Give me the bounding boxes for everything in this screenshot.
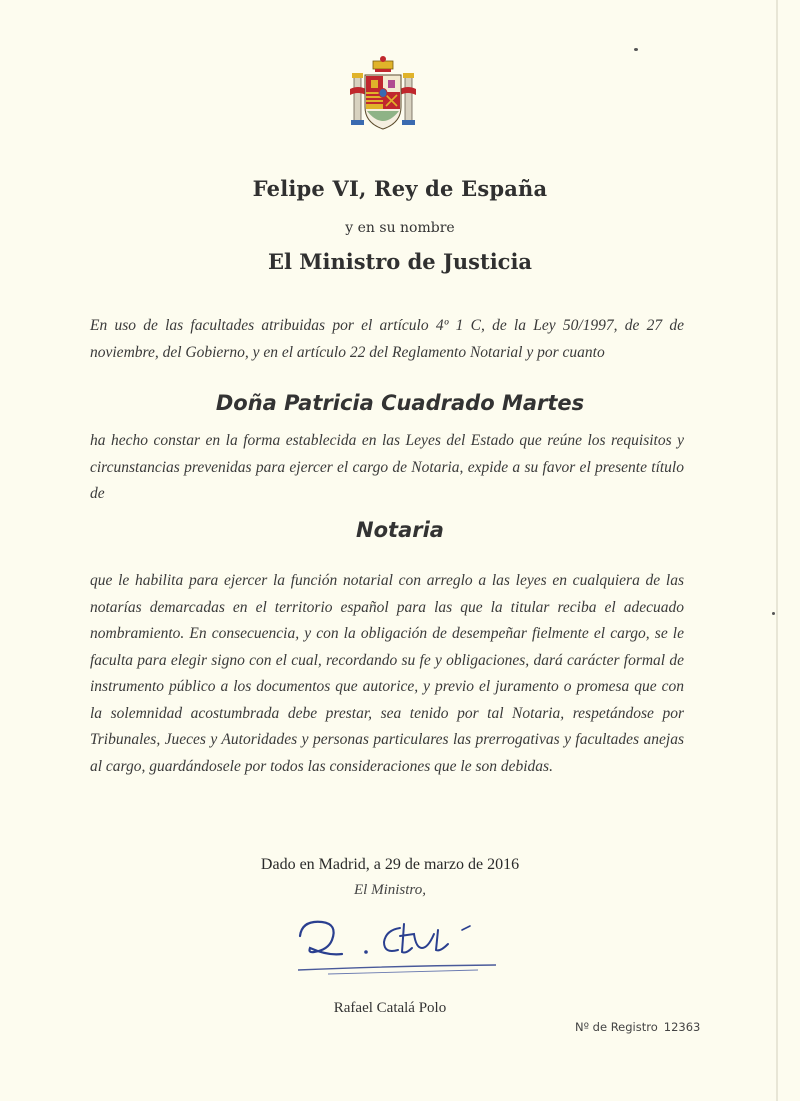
signer-name: Rafael Catalá Polo [333,1000,447,1016]
registration-number [575,1020,735,1034]
signature-icon [288,908,508,988]
minister-label: El Ministro, [354,882,426,898]
heading-king: Felipe VI, Rey de España [252,176,548,201]
heading-minister: El Ministro de Justicia [267,249,533,274]
coat-of-arms-icon [348,55,418,133]
holder-name: Doña Patricia Cuadrado Martes [215,391,585,415]
registration-label: Nº de Registro [575,1020,658,1034]
paper-speck [634,48,638,51]
requirements-paragraph: ha hecho constar en la forma establecida en las Leyes del Estado que reúne los requisitos y circunstancias prevenidas para ejercer el cargo de Notaria, expide a su favor el presente título de [90,432,684,502]
preamble-paragraph: En uso de las facultades atribuidas por el artículo 4º 1 C, de la Ley 50/1997, de 27 de noviembre, del Gobierno, y en el artículo 22 del Reglamento Notarial y por cuanto [90,317,684,361]
authorization-paragraph: que le habilita para ejercer la función notarial con arreglo a las leyes en cualquiera de las notarías demarcadas en el territorio español para las que la titular reciba el adecuado nombramiento. En consecuencia, y con la obligación de desempeñar fielmente el cargo, se le faculta para elegir signo con el cual, recordando su fe y obligaciones, dará carácter formal de instrumento público a los documentos que autorice, y previo el juramento o promesa que con la solemnidad acostumbrada debe prestar, sea tenido por tal Notaria, respetándose por Tribunales, Jueces y Autoridades y personas particulares las prerrogativas y facultades anejas al cargo, guardándosele por todos las consideraciones que le son debidas. [90,572,684,775]
heading-connector: y en su nombre [345,220,455,236]
title-awarded: Notaria [356,518,444,542]
page-edge [776,0,778,1101]
paper-speck [772,612,775,615]
date-line: Dado en Madrid, a 29 de marzo de 2016 [260,856,520,873]
registration-value: 12363 [663,1020,701,1034]
